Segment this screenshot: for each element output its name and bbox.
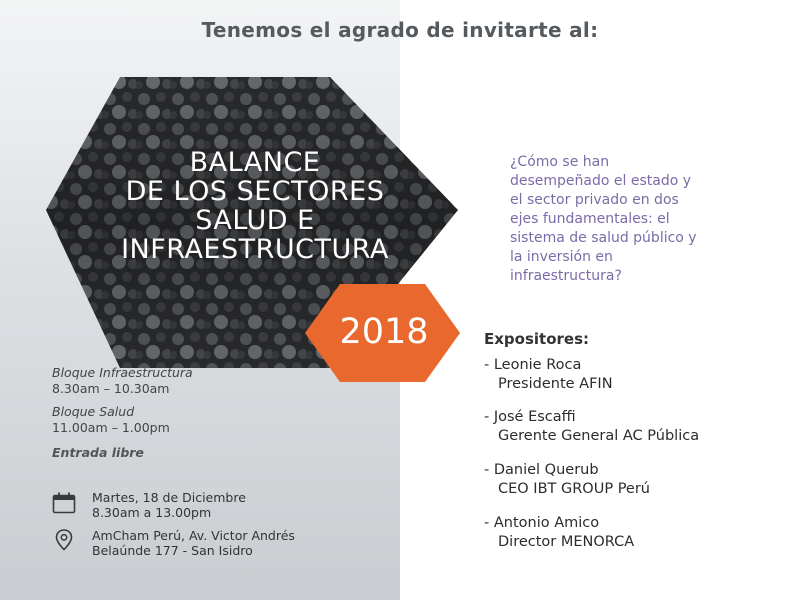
location-pin-icon <box>55 529 73 551</box>
speaker-role: Presidente AFIN <box>498 376 613 392</box>
title-line-1: BALANCE <box>189 147 321 178</box>
title-line-4: INFRAESTRUCTURA <box>121 234 389 265</box>
event-address <box>92 528 295 558</box>
schedule-block-salud <box>52 404 170 436</box>
event-question <box>510 153 770 286</box>
block-salud-label: Bloque Salud <box>52 404 135 419</box>
question-line-4: ejes fundamentales: el <box>510 211 670 227</box>
invitation-header: Tenemos el agrado de invitarte al: <box>201 18 599 42</box>
question-line-3: el sector privado en dos <box>510 192 679 208</box>
address-line-2: Belaúnde 177 - San Isidro <box>92 543 253 558</box>
question-line-1: ¿Cómo se han <box>510 154 610 170</box>
speaker-role: Gerente General AC Pública <box>498 428 700 444</box>
event-date: Martes, 18 de Diciembre <box>92 490 246 505</box>
title-line-3: SALUD E <box>195 205 315 236</box>
speaker-name: - Daniel Querub <box>484 462 599 478</box>
address-line-1: AmCham Perú, Av. Victor Andrés <box>92 528 295 543</box>
event-date-time <box>92 490 246 520</box>
question-line-6: la inversión en <box>510 249 613 265</box>
title-line-2: DE LOS SECTORES <box>125 176 385 207</box>
block-salud-time: 11.00am – 1.00pm <box>52 420 170 435</box>
speaker-item <box>484 514 634 552</box>
speaker-name: - Antonio Amico <box>484 515 600 531</box>
free-entry-label: Entrada libre <box>52 445 144 460</box>
speaker-item <box>484 461 650 499</box>
calendar-icon <box>52 492 76 514</box>
block-infra-label: Bloque Infraestructura <box>52 365 193 380</box>
speaker-item <box>484 408 699 446</box>
question-line-2: desempeñado el estado y <box>510 173 692 189</box>
event-time: 8.30am a 13.00pm <box>92 505 212 520</box>
block-infra-time: 8.30am – 10.30am <box>52 381 170 396</box>
event-year: 2018 <box>339 312 429 352</box>
schedule-block-infra <box>52 365 193 397</box>
speaker-role: Director MENORCA <box>498 534 635 550</box>
speaker-name: - Leonie Roca <box>484 357 582 373</box>
speakers-title: Expositores: <box>484 330 590 348</box>
speaker-name: - José Escaffi <box>484 409 576 425</box>
event-title <box>60 148 450 264</box>
question-line-5: sistema de salud público y <box>510 230 697 246</box>
speaker-item <box>484 356 613 394</box>
question-line-7: infraestructura? <box>510 268 622 284</box>
speaker-role: CEO IBT GROUP Perú <box>498 481 650 497</box>
